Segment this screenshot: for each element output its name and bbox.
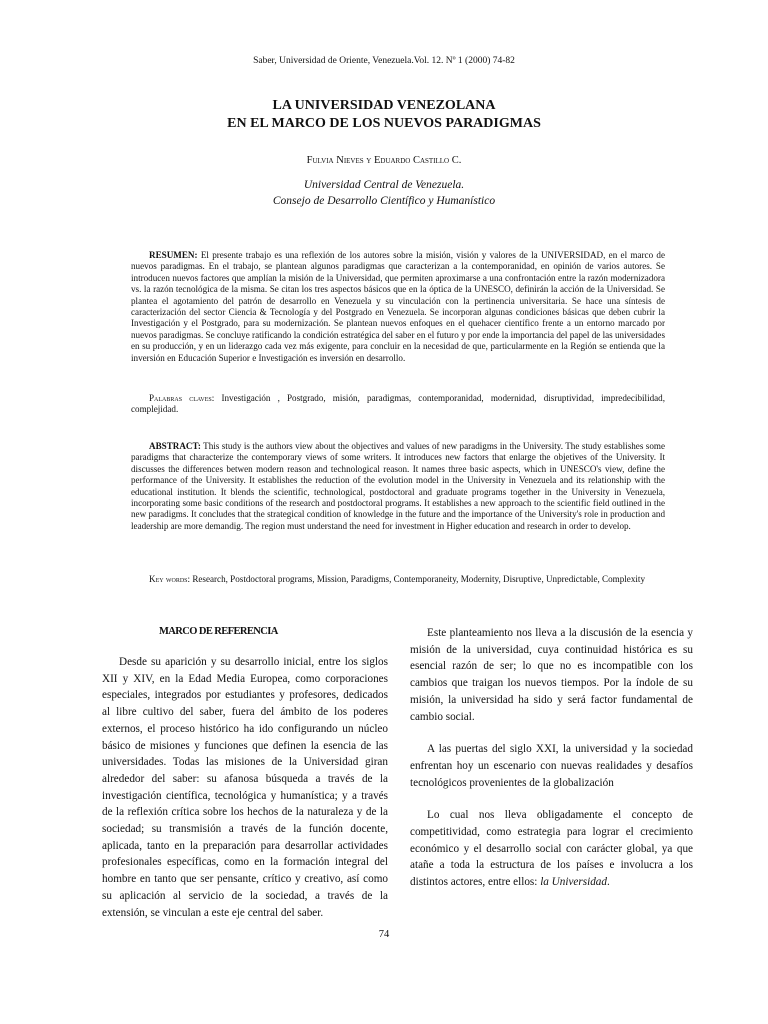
body-paragraph: A las puertas del siglo XXI, la universidad y la sociedad enfrentan hoy un escenario con nuevas realidades y desafíos tecnológicos provenientes de la globalización <box>410 743 693 789</box>
palabras-claves-text: : Investigación , Postgrado, misión, paradigmas, contemporanidad, modernidad, disruptividad, impredecibilidad, complejidad. <box>131 393 665 415</box>
key-words-text: : Research, Postdoctoral programs, Mission, Paradigms, Contemporaneity, Modernity, Disruptive, Unpredictable, Complexity <box>187 574 645 584</box>
key-words-paragraph <box>131 574 665 585</box>
key-words-label: Key words <box>149 574 188 584</box>
section-heading: MARCO DE REFERENCIA <box>159 626 278 637</box>
title-line-2: EN EL MARCO DE LOS NUEVOS PARADIGMAS <box>227 116 541 131</box>
palabras-claves-paragraph <box>131 393 665 416</box>
resumen-paragraph <box>131 250 665 364</box>
palabras-claves-label: Palabras claves <box>149 393 212 403</box>
body-paragraph: Desde su aparición y su desarrollo inicial, entre los siglos XII y XIV, en la Edad Media Europea, como corporaciones especiales, integrados por estudiantes y profesores, dedicados al libre cultivo del saber, fuera del ámbito de los poderes externos, el proceso histórico ha ido configurando un núcleo básico de misiones y funciones que definen la esencia de las universidades. Todas las misiones de la Universidad giran alrededor del saber: su afanosa búsqueda a través de la investigación científica, tecnológica y humanística; y a través de la reflexión crítica sobre los hechos de la naturaleza y de la sociedad; su transmisión a través de la función docente, aplicada, tanto en la preparación para desarrollar actividades profesionales específicas, como en la formación integral del hombre en tanto que ser pensante, crítico y creativo, así como su aplicación al servicio de la sociedad, a través de la extensión, se vinculan a este eje central del saber. <box>102 656 388 919</box>
body-text: Lo cual nos lleva obligadamente el concepto de competitividad, como estrategia para lograr el crecimiento económico y el desarrollo social con carácter global, ya que atañe a toda la estructura de los países e involucra a los distintos actores, entre ellos: <box>410 809 693 889</box>
body-paragraph: Este planteamiento nos lleva a la discusión de la esencia y misión de la universidad, cuya continuidad histórica es su esencial razón de ser; lo que no es incompatible con los cambios que traigan los nuevos tiempos. Por la índole de su misión, la universidad ha sido y será factor fundamental de cambio social. <box>410 627 693 723</box>
resumen-text: El presente trabajo es una reflexión de los autores sobre la misión, visión y valores de la UNIVERSIDAD, en el marco de nuevos paradigmas. En el trabajo, se plantean algunos paradigmas que caracterizan a la contemporanidad, en opinión de varios autores. Se introducen nuevos factores que amplían la misión de la Universidad, que permiten aproximarse a una confrontación entre la razón modernizadora vs. la razón tecnológica de la misma. Se citan los tres aspectos básicos que en la óptica de la UNESCO, definirán la acción de la Universidad. Se plantea el agotamiento del patrón de desarrollo en Venezuela y su vinculación con la pertinencia universitaria. Se hace una síntesis de caracterización del sector Ciencia & Tecnología y del Postgrado en Venezuela. Se incorporan algunas condiciones básicas que deben cubrir la Investigación y el Postgrado, para su modernización. Se plantean nuevos enfoques en el quehacer científico frente a un entorno marcado por nuevos paradigmas. Se concluye ratificando la condición estratégica del saber en el futuro y por ende la importancia del papel de las universidades en su producción, y en un liderazgo cada vez más exigente, para concluir en la necesidad de que, particularmente en la Región se entienda que la inversión en Educación Superior e Investigación es inversión en desarrollo. <box>131 250 665 363</box>
left-column <box>102 654 388 921</box>
affiliation <box>0 177 768 209</box>
affiliation-line-2: Consejo de Desarrollo Científico y Humanístico <box>272 195 496 207</box>
abstract-text: This study is the authors view about the objectives and values of new paradigms in the University. The study establishes some paradigms that characterize the contemporary views of some writers. It introduces new factors that enlarge the objetives of the University. It discusses the differences betwen modern reason and technological reason. It names three basic aspects, which in UNESCO's view, define the performance of the University. It establishes the reduction of the evolution model in the University in Venezuela and its relationship with the educational institution. It blends the scientific, technological, postdoctoral and graduate programs together in the University in Venezuela, incorporating some basic conditions of the research and postdoctoral programs. It establishes a new approach to the scientific field outlined in the new paradigms. It concludes that the strategical condition of knowledge in the future and the importance of the University's role in production and leadership are more demandig. The region must understand the need for investment in Higher education and research in order to develop. <box>131 441 665 531</box>
right-column <box>410 625 693 891</box>
abstract-paragraph <box>131 441 665 532</box>
resumen-label: RESUMEN: <box>149 250 198 260</box>
body-italic-text: la Universidad <box>540 876 607 889</box>
affiliation-line-1: Universidad Central de Venezuela. <box>303 179 465 191</box>
article-title <box>0 97 768 133</box>
title-line-1: LA UNIVERSIDAD VENEZOLANA <box>272 98 496 113</box>
abstract-label: ABSTRACT: <box>149 441 201 451</box>
authors: Fulvia Nieves y Eduardo Castillo C. <box>306 155 462 166</box>
page-number: 74 <box>378 929 390 940</box>
body-paragraph <box>410 807 693 891</box>
body-text-end: . <box>607 876 610 889</box>
journal-citation: Saber, Universidad de Oriente, Venezuela.Vol. 12. Nº 1 (2000) 74-82 <box>253 56 515 66</box>
